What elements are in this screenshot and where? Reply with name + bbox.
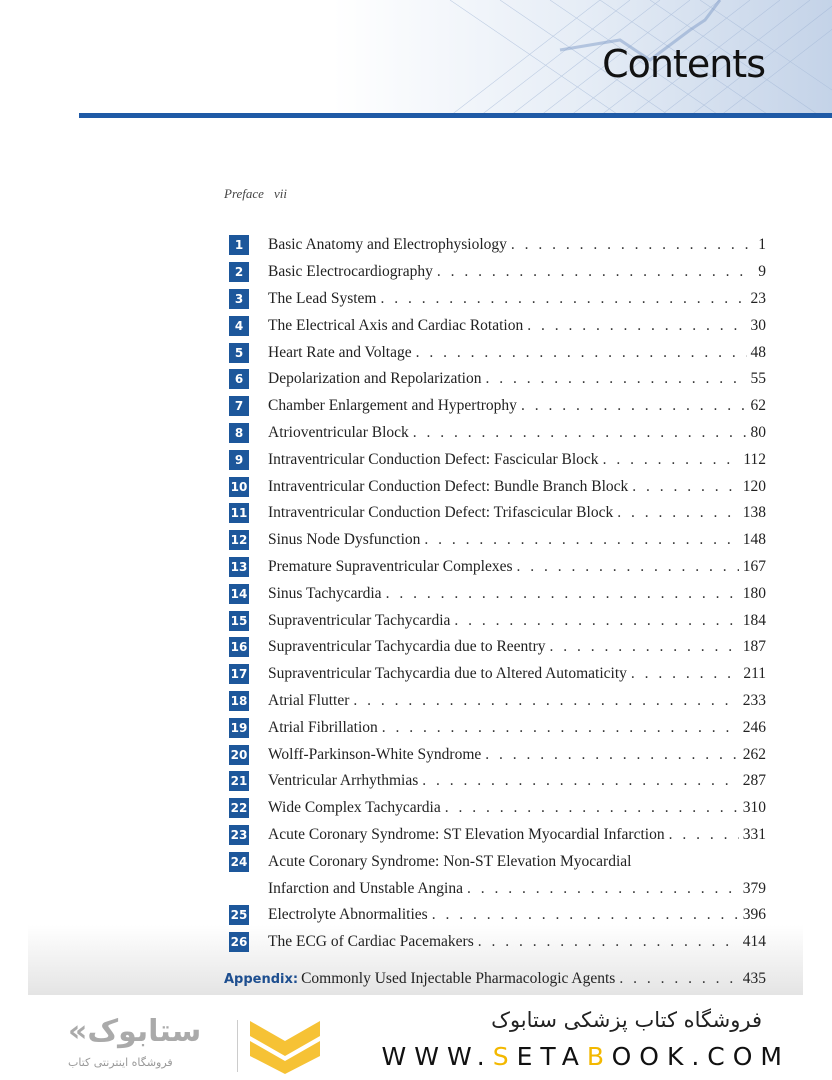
chapter-number-badge: 7	[229, 396, 249, 416]
dot-leader	[382, 719, 739, 737]
chapter-number-badge: 16	[229, 637, 249, 657]
toc-entry[interactable]	[229, 929, 766, 956]
chapter-number-badge: 8	[229, 423, 249, 443]
dot-leader	[437, 263, 754, 281]
toc-entry[interactable]	[229, 875, 766, 902]
dot-leader	[413, 424, 747, 442]
chapter-page: 9	[758, 263, 766, 281]
toc-entry[interactable]	[229, 661, 766, 688]
chapter-number-badge: 22	[229, 798, 249, 818]
chapter-title: Acute Coronary Syndrome: ST Elevation Myocardial Infarction	[268, 825, 665, 843]
chapter-title: Wide Complex Tachycardia	[268, 799, 441, 817]
chapter-title: Premature Supraventricular Complexes	[268, 557, 513, 575]
header-banner	[0, 0, 832, 116]
footer-watermark	[0, 996, 832, 1080]
logo-subtitle: فروشگاه اینترنتی کتاب	[68, 1056, 173, 1069]
chapter-page: 262	[742, 745, 766, 763]
dot-leader	[485, 370, 746, 388]
url-part: ETA	[516, 1042, 587, 1071]
chapter-title: Acute Coronary Syndrome: Non-ST Elevation Myocardial	[268, 852, 632, 870]
dot-leader	[353, 692, 738, 710]
chapter-title: Supraventricular Tachycardia due to Altered Automaticity	[268, 665, 627, 683]
dot-leader	[511, 236, 754, 254]
dot-leader	[478, 933, 739, 951]
chapter-number-badge: 23	[229, 825, 249, 845]
toc-entry[interactable]	[229, 500, 766, 527]
chapter-number-badge: 17	[229, 664, 249, 684]
preface-label: Preface	[224, 186, 264, 201]
dot-leader	[550, 638, 739, 656]
toc-entry[interactable]	[229, 366, 766, 393]
toc-entry[interactable]	[229, 902, 766, 929]
preface-entry[interactable]	[224, 186, 287, 202]
toc-entry[interactable]	[229, 259, 766, 286]
chapter-number-badge: 11	[229, 503, 249, 523]
setabook-logo: «ستابوک	[68, 1014, 202, 1049]
chapter-title: Heart Rate and Voltage	[268, 343, 412, 361]
dot-leader	[617, 504, 739, 522]
chapter-page: 48	[750, 343, 766, 361]
chapter-title: Supraventricular Tachycardia due to Reentry	[268, 638, 546, 656]
dot-leader	[631, 665, 739, 683]
chapter-title: Basic Anatomy and Electrophysiology	[268, 236, 507, 254]
chapter-number-badge: 9	[229, 450, 249, 470]
appendix-label: Appendix:	[224, 972, 299, 987]
chapter-title: The ECG of Cardiac Pacemakers	[268, 933, 474, 951]
header-rule	[79, 113, 832, 118]
url-part: S	[492, 1042, 517, 1071]
dot-leader	[669, 826, 739, 844]
chapter-title: Intraventricular Conduction Defect: Bundle Branch Block	[268, 477, 629, 495]
chapter-page: 62	[750, 397, 766, 415]
chapter-page: 187	[742, 638, 766, 656]
chapter-number-badge: 21	[229, 771, 249, 791]
chapter-number-badge: 13	[229, 557, 249, 577]
dot-leader	[380, 290, 746, 308]
table-of-contents	[229, 232, 766, 956]
toc-entry[interactable]	[229, 714, 766, 741]
chapter-title: Depolarization and Repolarization	[268, 370, 482, 388]
chapter-number-badge: 26	[229, 932, 249, 952]
chapter-number-badge: 4	[229, 316, 249, 336]
toc-entry[interactable]	[229, 473, 766, 500]
chapter-number-badge: 10	[229, 477, 249, 497]
dot-leader	[619, 970, 738, 990]
chapter-page: 396	[742, 906, 766, 924]
dot-leader	[416, 344, 747, 362]
store-url[interactable]	[382, 1042, 790, 1071]
chapter-number-badge: 5	[229, 343, 249, 363]
toc-entry[interactable]	[229, 795, 766, 822]
chapter-page: 379	[742, 879, 766, 897]
chapter-page: 23	[750, 289, 766, 307]
dot-leader	[422, 772, 739, 790]
chapter-number-badge: 20	[229, 745, 249, 765]
chapter-title: Intraventricular Conduction Defect: Trifascicular Block	[268, 504, 614, 522]
divider	[237, 1020, 238, 1072]
toc-entry[interactable]	[229, 446, 766, 473]
toc-entry[interactable]	[229, 580, 766, 607]
chapter-title: Ventricular Arrhythmias	[268, 772, 419, 790]
chapter-number-badge: 19	[229, 718, 249, 738]
chapter-number-badge: 1	[229, 235, 249, 255]
toc-entry[interactable]	[229, 286, 766, 313]
chevron-logo-icon	[248, 1016, 323, 1076]
dot-leader	[445, 799, 739, 817]
chapter-title: Atrial Flutter	[268, 691, 350, 709]
chapter-page: 233	[742, 691, 766, 709]
dot-leader	[521, 397, 747, 415]
toc-entry[interactable]	[229, 527, 766, 554]
chapter-number-badge: 24	[229, 852, 249, 872]
chapter-number-badge: 25	[229, 905, 249, 925]
chapter-title: Supraventricular Tachycardia	[268, 611, 451, 629]
chapter-number-badge: 18	[229, 691, 249, 711]
toc-entry[interactable]	[229, 393, 766, 420]
chapter-title: Atrial Fibrillation	[268, 718, 378, 736]
dot-leader	[603, 451, 740, 469]
appendix-page: 435	[742, 970, 766, 987]
toc-entry[interactable]	[229, 232, 766, 259]
toc-entry[interactable]	[229, 554, 766, 581]
chapter-page: 287	[742, 772, 766, 790]
chapter-title: Electrolyte Abnormalities	[268, 906, 428, 924]
chapter-page: 414	[742, 933, 766, 951]
chapter-title: The Electrical Axis and Cardiac Rotation	[268, 316, 524, 334]
dot-leader	[454, 612, 738, 630]
chapter-number-badge: 14	[229, 584, 249, 604]
chapter-title: Infarction and Unstable Angina	[268, 879, 463, 897]
toc-entry[interactable]	[229, 741, 766, 768]
chapter-title: Wolff-Parkinson-White Syndrome	[268, 745, 482, 763]
chapter-number-badge: 15	[229, 611, 249, 631]
chapter-page: 80	[750, 423, 766, 441]
chapter-title: The Lead System	[268, 289, 377, 307]
toc-entry[interactable]	[229, 688, 766, 715]
url-part: WWW.	[381, 1042, 493, 1071]
toc-entry[interactable]	[229, 848, 766, 875]
chapter-number-badge: 2	[229, 262, 249, 282]
chapter-title: Chamber Enlargement and Hypertrophy	[268, 397, 517, 415]
chapter-number-badge: 12	[229, 530, 249, 550]
page-title: Contents	[602, 42, 765, 86]
chapter-page: 331	[742, 825, 766, 843]
toc-entry[interactable]	[229, 634, 766, 661]
chapter-title: Sinus Node Dysfunction	[268, 531, 421, 549]
store-name: فروشگاه کتاب پزشکی ستابوک	[491, 1008, 762, 1032]
appendix-entry[interactable]	[224, 970, 766, 990]
dot-leader	[527, 317, 746, 335]
chapter-title: Basic Electrocardiography	[268, 263, 433, 281]
dot-leader	[467, 880, 739, 898]
appendix-title: Commonly Used Injectable Pharmacologic Agents	[301, 970, 616, 987]
chapter-page: 1	[758, 236, 766, 254]
chapter-page: 167	[742, 557, 766, 575]
toc-entry[interactable]	[229, 607, 766, 634]
chapter-page: 112	[743, 450, 766, 468]
dot-leader	[386, 585, 739, 603]
preface-page: vii	[273, 186, 287, 201]
toc-entry[interactable]	[229, 768, 766, 795]
chapter-page: 310	[742, 799, 766, 817]
toc-entry[interactable]	[229, 339, 766, 366]
chapter-page: 211	[743, 665, 766, 683]
dot-leader	[516, 558, 738, 576]
toc-entry[interactable]	[229, 312, 766, 339]
chapter-page: 120	[742, 477, 766, 495]
dot-leader	[632, 478, 738, 496]
dot-leader	[424, 531, 738, 549]
chapter-title: Sinus Tachycardia	[268, 584, 382, 602]
dot-leader	[432, 906, 739, 924]
chapter-title: Atrioventricular Block	[268, 423, 409, 441]
chapter-page: 30	[750, 316, 766, 334]
toc-entry[interactable]	[229, 420, 766, 447]
url-part: OOK.COM	[611, 1042, 790, 1071]
dot-leader	[485, 746, 738, 764]
chapter-page: 148	[742, 531, 766, 549]
logo-text: ستابوک	[87, 1014, 202, 1049]
chapter-page: 55	[750, 370, 766, 388]
chapter-page: 138	[742, 504, 766, 522]
chapter-page: 184	[742, 611, 766, 629]
chapter-page: 246	[742, 718, 766, 736]
url-part: B	[586, 1042, 612, 1071]
chapter-number-badge: 3	[229, 289, 249, 309]
chapter-title: Intraventricular Conduction Defect: Fascicular Block	[268, 450, 599, 468]
toc-entry[interactable]	[229, 822, 766, 849]
chapter-page: 180	[742, 584, 766, 602]
chapter-number-badge: 6	[229, 369, 249, 389]
